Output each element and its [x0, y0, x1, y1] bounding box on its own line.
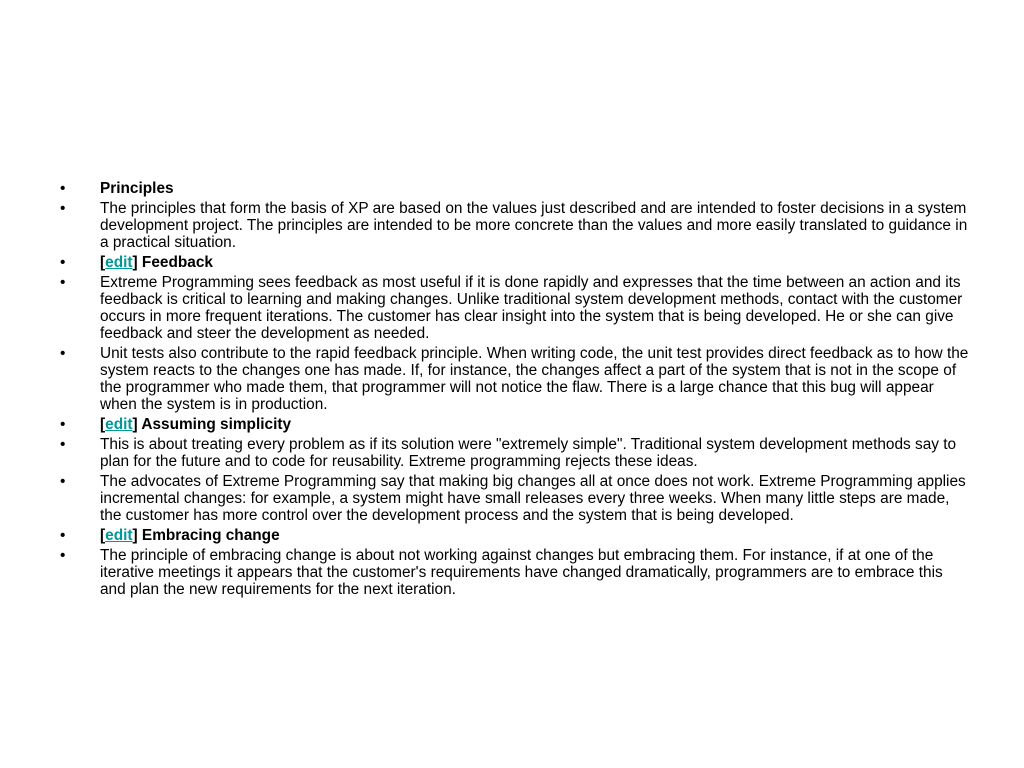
bracket-close: ] — [132, 416, 138, 433]
edit-link-assuming-simplicity[interactable]: edit — [105, 416, 133, 433]
bullet-icon: • — [60, 254, 66, 271]
bullet-paragraph — [60, 274, 970, 342]
paragraph-text: The principle of embracing change is about not working against changes but embracing them. For instance, if at one of the iterative meetings it appears that the customer's requirements have changed dramatically, programmers are to embrace this and plan the new requirements for the next iteration. — [100, 547, 943, 598]
bullet-icon: • — [60, 416, 66, 433]
bullet-icon: • — [60, 345, 66, 362]
bullet-icon: • — [60, 436, 66, 453]
bullet-paragraph — [60, 345, 970, 413]
bracket-open: [ — [100, 416, 106, 433]
bullet-paragraph — [60, 473, 970, 524]
bullet-icon: • — [60, 274, 66, 291]
bullet-section-assuming-simplicity — [60, 416, 970, 433]
edit-link-embracing-change[interactable]: edit — [105, 527, 133, 544]
bullet-paragraph — [60, 547, 970, 598]
bracket-open: [ — [100, 527, 106, 544]
bullet-icon: • — [60, 473, 66, 490]
edit-link-feedback[interactable]: edit — [105, 254, 133, 271]
paragraph-text: The principles that form the basis of XP are based on the values just described and are intended to foster decisions in a system development project. The principles are intended to be more concrete than the values and more easily translated to guidance in a practical situation. — [100, 200, 968, 251]
section-heading — [100, 416, 291, 433]
bullet-icon: • — [60, 200, 66, 217]
paragraph-text: This is about treating every problem as if its solution were "extremely simple". Traditional system development methods say to plan for the future and to code for reusability. Extreme programming rejects these ideas. — [100, 436, 957, 470]
section-title: Assuming simplicity — [137, 416, 292, 433]
section-heading — [100, 527, 280, 544]
bracket-close: ] — [132, 254, 138, 271]
bracket-open: [ — [100, 254, 106, 271]
heading-text: Principles — [100, 180, 174, 197]
bullet-section-feedback — [60, 254, 970, 271]
bullet-paragraph — [60, 436, 970, 470]
bullet-paragraph — [60, 200, 970, 251]
section-title: Feedback — [137, 254, 213, 271]
bullet-icon: • — [60, 527, 66, 544]
bullet-heading-principles — [60, 180, 970, 197]
section-heading — [100, 254, 213, 271]
bullet-icon: • — [60, 180, 66, 197]
section-title: Embracing change — [137, 527, 280, 544]
paragraph-text: Extreme Programming sees feedback as most useful if it is done rapidly and expresses that the time between an action and its feedback is critical to learning and making changes. Unlike traditional system development methods, contact with the customer occurs in more frequent iterations. The customer has clear insight into the system that is being developed. He or she can give feedback and steer the development as needed. — [100, 274, 963, 342]
paragraph-text: Unit tests also contribute to the rapid feedback principle. When writing code, the unit test provides direct feedback as to how the system reacts to the changes one has made. If, for instance, the changes affect a part of the system that is not in the scope of the programmer who made them, that programmer will not notice the flaw. There is a large chance that this bug will appear when the system is in production. — [100, 345, 969, 413]
bullet-section-embracing-change — [60, 527, 970, 544]
paragraph-text: The advocates of Extreme Programming say that making big changes all at once does not work. Extreme Programming applies incremental changes: for example, a system might have small releases every three weeks. When many little steps are made, the customer has more control over the development process and the system that is being developed. — [100, 473, 966, 524]
bracket-close: ] — [132, 527, 138, 544]
slide-body — [60, 180, 970, 601]
bullet-icon: • — [60, 547, 66, 564]
